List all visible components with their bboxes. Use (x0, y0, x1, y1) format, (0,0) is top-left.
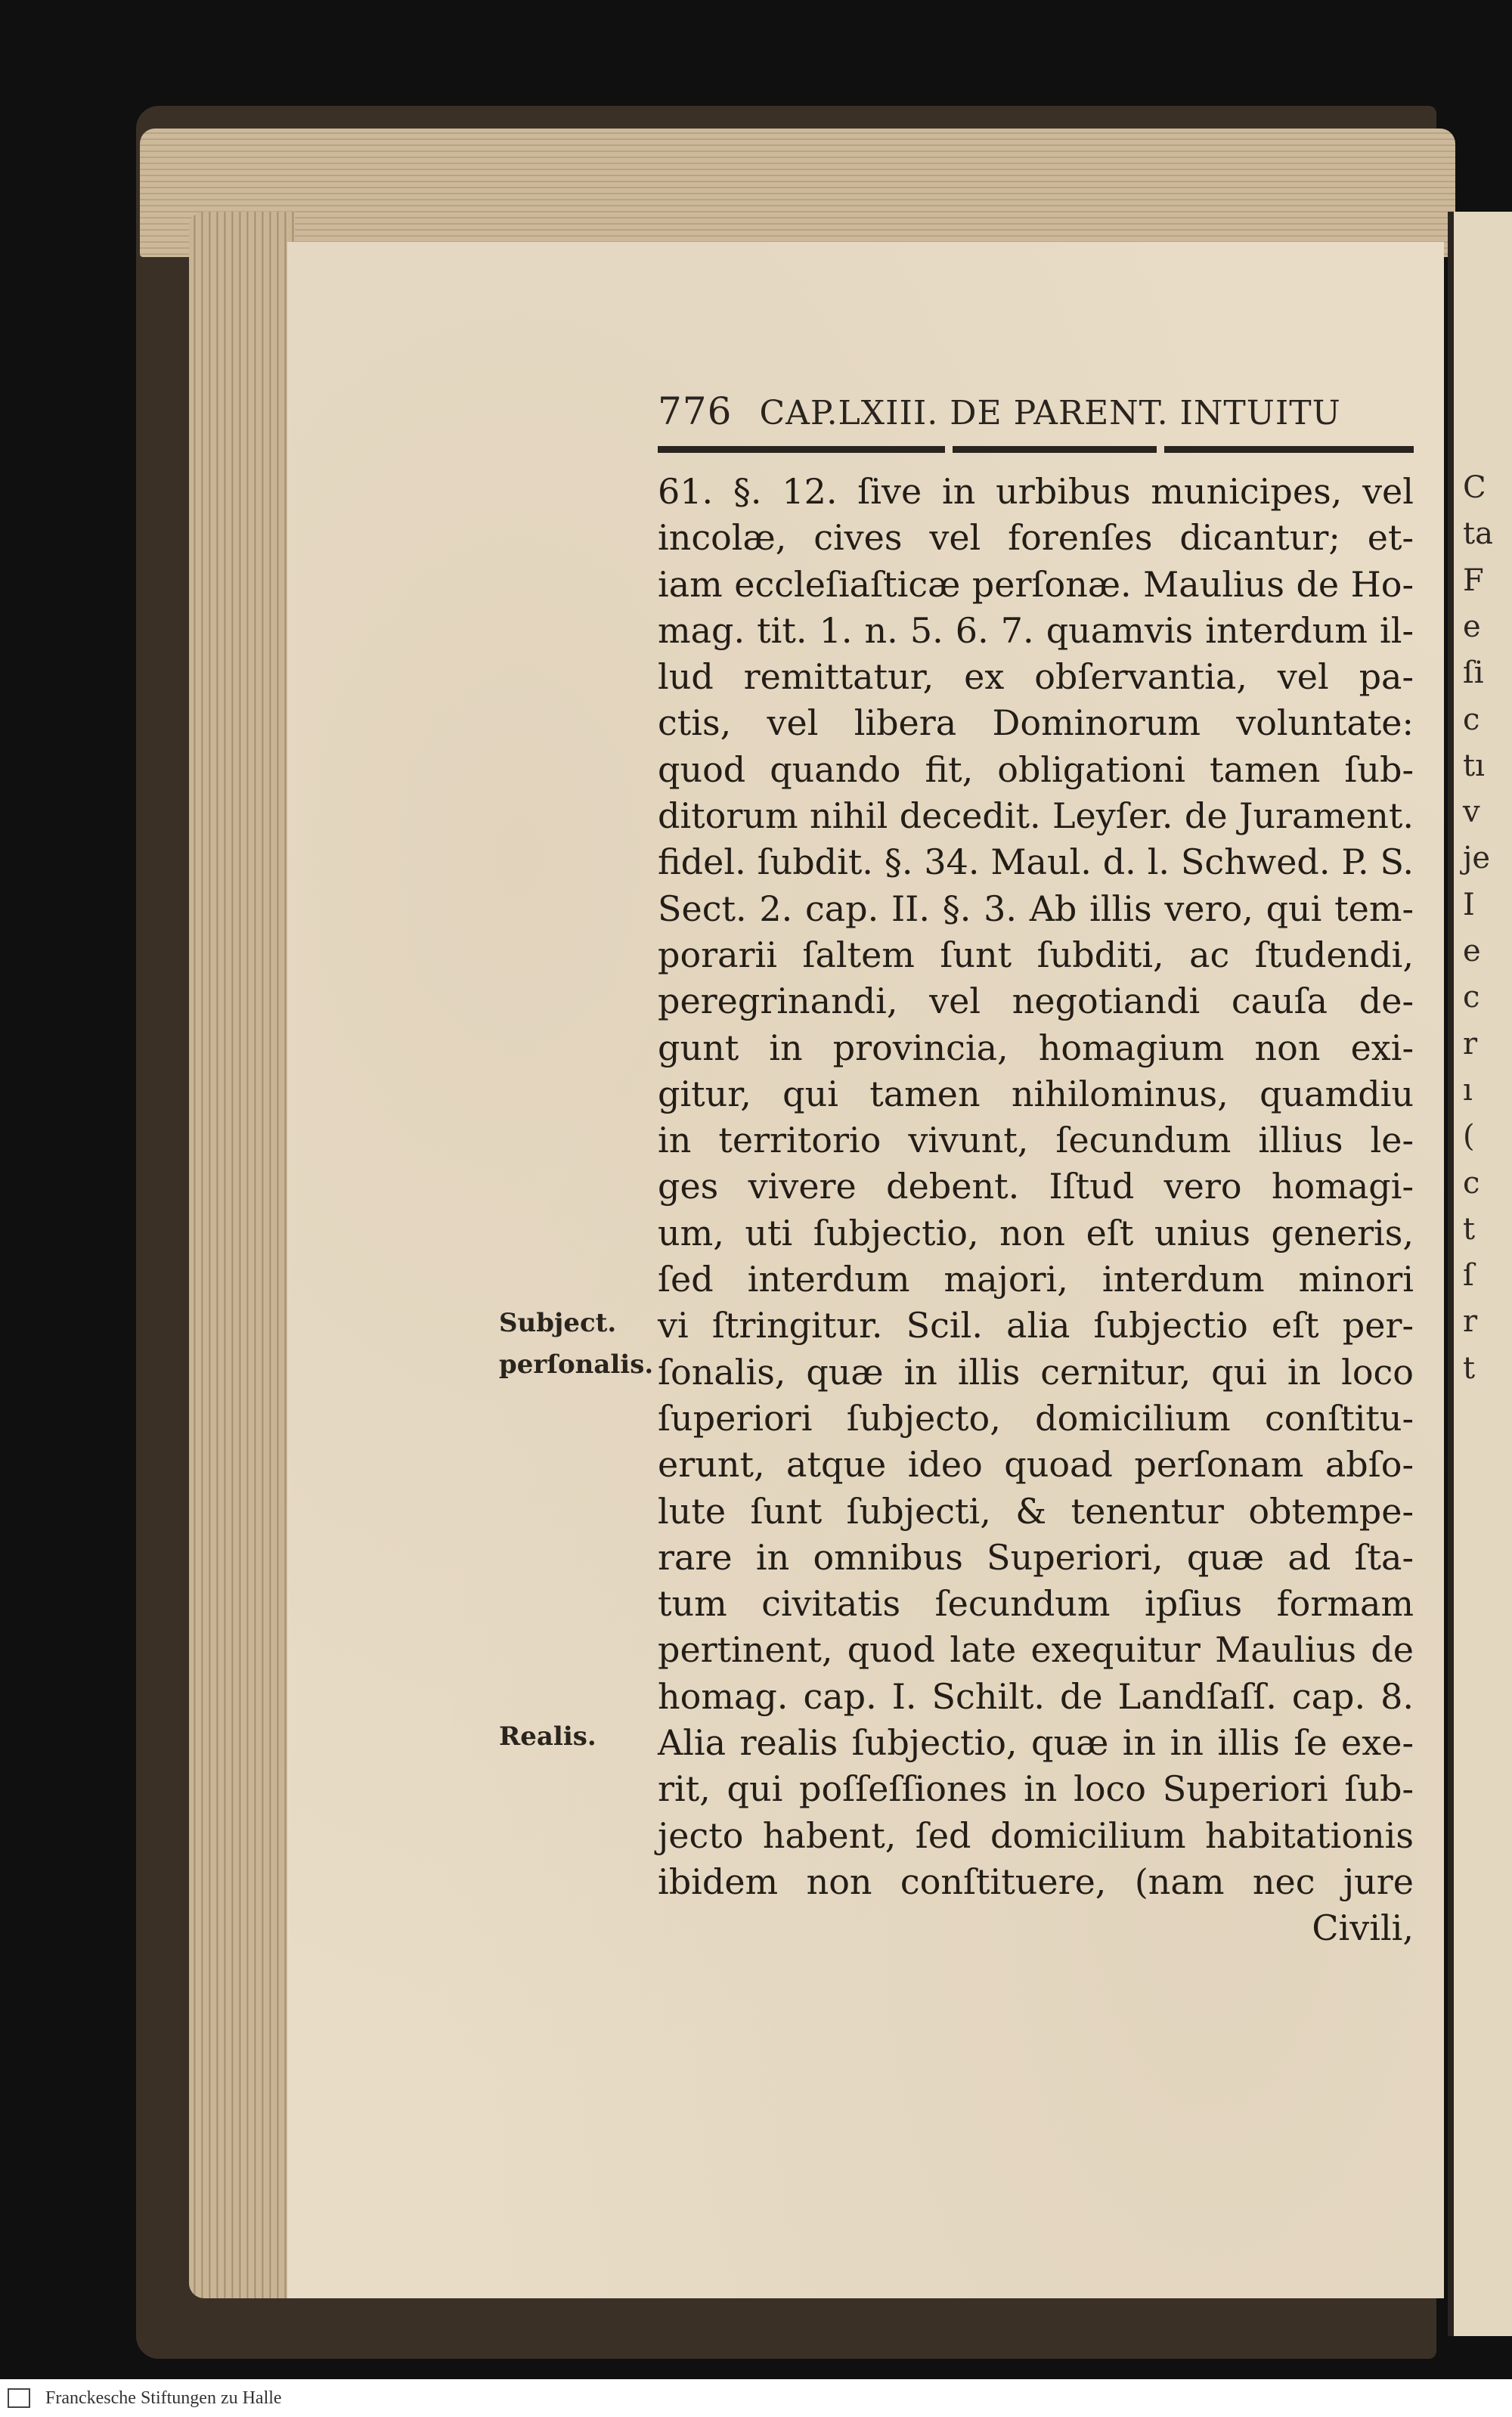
text-line: in territorio vivunt, ſecundum illius le- (658, 1120, 1414, 1161)
next-page-fragment (1448, 212, 1512, 2336)
library-logo-icon (8, 2388, 30, 2408)
text-line: incolæ, cives vel forenſes dicantur; et- (658, 517, 1414, 559)
text-line: quod quando fit, obligationi tamen ſub- (658, 748, 1414, 790)
text-line: 61. §. 12. ſive in urbibus municipes, vel (658, 471, 1414, 512)
text-line: vi ſtringitur. Scil. alia ſubjectio eſt per- (658, 1305, 1414, 1346)
page-edges-left (189, 212, 295, 2298)
next-page-letter: e (1463, 934, 1481, 968)
text-line: ſonalis, quæ in illis cernitur, qui in loco (658, 1351, 1414, 1393)
margin-note-realis: Realis. (499, 1721, 596, 1752)
text-line: rare in omnibus Superiori, quæ ad ſta- (658, 1536, 1414, 1578)
next-page-letter: ſ (1463, 1258, 1474, 1294)
text-line: erunt, atque ideo quoad perſonam abſo- (658, 1444, 1414, 1486)
text-line: fidel. ſubdit. §. 34. Maul. d. l. Schwed. P. S. (658, 841, 1414, 883)
running-title: CAP.LXIII. DE PARENT. INTUITU (759, 394, 1341, 432)
next-page-letter: je (1463, 841, 1491, 876)
next-page-letter: C (1463, 470, 1486, 505)
next-page-letter: tı (1463, 748, 1485, 783)
text-line: ſuperiori ſubjecto, domicilium conſtitu- (658, 1397, 1414, 1439)
footer-credit: Franckesche Stiftungen zu Halle (45, 2388, 282, 2408)
text-line: ctis, vel libera Dominorum voluntate: (658, 702, 1414, 744)
body-text (658, 469, 1414, 1952)
text-line: tum civitatis ſecundum ipſius formam (658, 1583, 1414, 1625)
text-line: ibidem non conſtituere, (nam nec jure (658, 1861, 1414, 1902)
next-page-letter: ſi (1463, 655, 1484, 691)
next-page-letter: r (1463, 1026, 1478, 1061)
footer-bar (0, 2379, 1512, 2417)
next-page-letter: I (1463, 887, 1475, 922)
text-line: um, uti ſubjectio, non eſt unius generis, (658, 1212, 1414, 1253)
text-line: ges vivere debent. Iſtud vero homagi- (658, 1166, 1414, 1207)
text-line: gunt in provincia, homagium non exi- (658, 1027, 1414, 1068)
next-page-letter: t (1463, 1211, 1476, 1247)
margin-note-personalis: perſonalis. (499, 1349, 654, 1380)
text-line: jecto habent, ſed domicilium habitationis (658, 1814, 1414, 1856)
next-page-letter: ( (1463, 1119, 1475, 1154)
text-line: mag. tit. 1. n. 5. 6. 7. quamvis interdum il- (658, 609, 1414, 651)
text-line: ditorum nihil decedit. Leyſer. de Jurament. (658, 795, 1414, 837)
text-line: Sect. 2. cap. II. §. 3. Ab illis vero, qui tem- (658, 888, 1414, 929)
next-page-letter: c (1463, 702, 1480, 737)
text-line: porarii ſaltem ſunt ſubditi, ac ſtudendi, (658, 934, 1414, 975)
next-page-letter: ı (1463, 1072, 1473, 1108)
text-line: homag. cap. I. Schilt. de Landſaſſ. cap. 8. (658, 1675, 1414, 1717)
text-line: pertinent, quod late exequitur Maulius de (658, 1629, 1414, 1671)
page-number: 776 (658, 389, 733, 433)
text-line: lud remittatur, ex obſervantia, vel pa- (658, 656, 1414, 698)
next-page-letter: F (1463, 562, 1484, 598)
text-line: iam eccleſiaſticæ perſonæ. Maulius de Ho- (658, 563, 1414, 605)
text-line: gitur, qui tamen nihilominus, quamdiu (658, 1073, 1414, 1114)
next-page-letter: c (1463, 1165, 1480, 1201)
margin-note-subject: Subject. (499, 1308, 617, 1338)
next-page-letter: ta (1463, 516, 1493, 552)
text-line: lute ſunt ſubjecti, & tenentur obtempe- (658, 1490, 1414, 1532)
running-header (658, 389, 1414, 435)
text-line: Civili, (1312, 1907, 1414, 1949)
text-line: peregrinandi, vel negotiandi cauſa de- (658, 981, 1414, 1022)
next-page-letter: t (1463, 1350, 1476, 1386)
header-rule (658, 446, 1414, 453)
next-page-letter: c (1463, 980, 1480, 1015)
text-line: Alia realis ſubjectio, quæ in in illis ſe exe- (658, 1722, 1414, 1764)
text-line: rit, qui poſſeſſiones in loco Superiori ſub- (658, 1768, 1414, 1810)
text-line: ſed interdum majori, interdum minori (658, 1259, 1414, 1300)
next-page-letter: r (1463, 1304, 1478, 1340)
page-edges-top (140, 129, 1455, 257)
next-page-letter: e (1463, 609, 1481, 644)
next-page-letter: v (1463, 795, 1480, 830)
